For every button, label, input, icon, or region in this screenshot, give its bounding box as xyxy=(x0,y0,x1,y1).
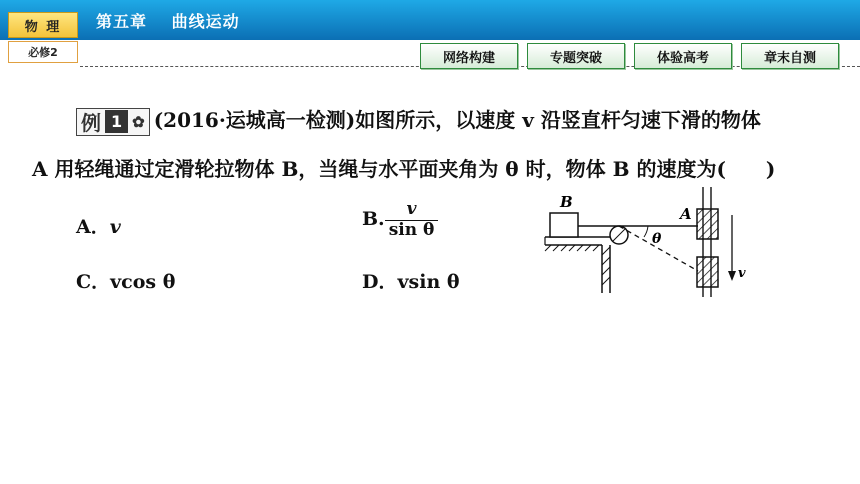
question-text-1: (2016·运城高一检测)如图所示，以速度 v 沿竖直杆匀速下滑的物体 xyxy=(153,108,761,132)
chapter-number: 第五章 xyxy=(96,12,148,31)
example-badge-label: 例 xyxy=(81,111,101,135)
label-theta: θ xyxy=(652,231,662,247)
label-v: v xyxy=(738,266,746,281)
option-c-value: vcos θ xyxy=(110,271,176,293)
example-badge xyxy=(76,108,150,136)
option-d[interactable] xyxy=(362,267,460,294)
subject-tab: 物 理 xyxy=(8,12,78,38)
option-c-label: C． xyxy=(76,271,111,293)
option-b-fraction xyxy=(385,200,439,240)
option-d-label: D． xyxy=(362,271,398,293)
option-a-label: A． xyxy=(76,216,110,238)
question-line-1 xyxy=(76,104,761,136)
nav-button-network[interactable]: 网络构建 xyxy=(420,43,518,69)
option-c[interactable] xyxy=(76,267,175,294)
block-a xyxy=(697,209,718,239)
option-a-value: v xyxy=(109,216,121,238)
nav-button-topics[interactable]: 专题突破 xyxy=(527,43,625,69)
nav-button-test[interactable]: 章末自测 xyxy=(741,43,839,69)
block-a-later xyxy=(697,257,718,287)
option-a[interactable] xyxy=(76,212,121,239)
option-b-label: B. xyxy=(362,208,385,231)
question-line-2: A 用轻绳通过定滑轮拉物体 B，当绳与水平面夹角为 θ 时，物体 B 的速度为( ) xyxy=(32,157,776,181)
option-b-denominator: sin θ xyxy=(388,219,435,240)
chapter-title: 曲线运动 xyxy=(171,12,240,31)
label-a: A xyxy=(680,205,692,223)
angle-arc xyxy=(644,226,648,237)
nav-button-exam[interactable]: 体验高考 xyxy=(634,43,732,69)
example-badge-number: 1 xyxy=(105,110,128,133)
volume-tab: 必修2 xyxy=(8,41,78,63)
label-b: B xyxy=(560,193,573,211)
option-b[interactable] xyxy=(362,200,438,240)
option-d-value: vsin θ xyxy=(397,271,460,293)
pulley-diagram xyxy=(540,185,770,300)
block-b xyxy=(550,213,578,237)
chapter-heading xyxy=(96,9,240,32)
leaf-icon: ✿ xyxy=(132,112,145,131)
table-hatch xyxy=(545,245,599,251)
post-hatch xyxy=(602,247,610,285)
option-b-numerator: v xyxy=(385,200,439,221)
velocity-arrowhead xyxy=(728,271,736,281)
